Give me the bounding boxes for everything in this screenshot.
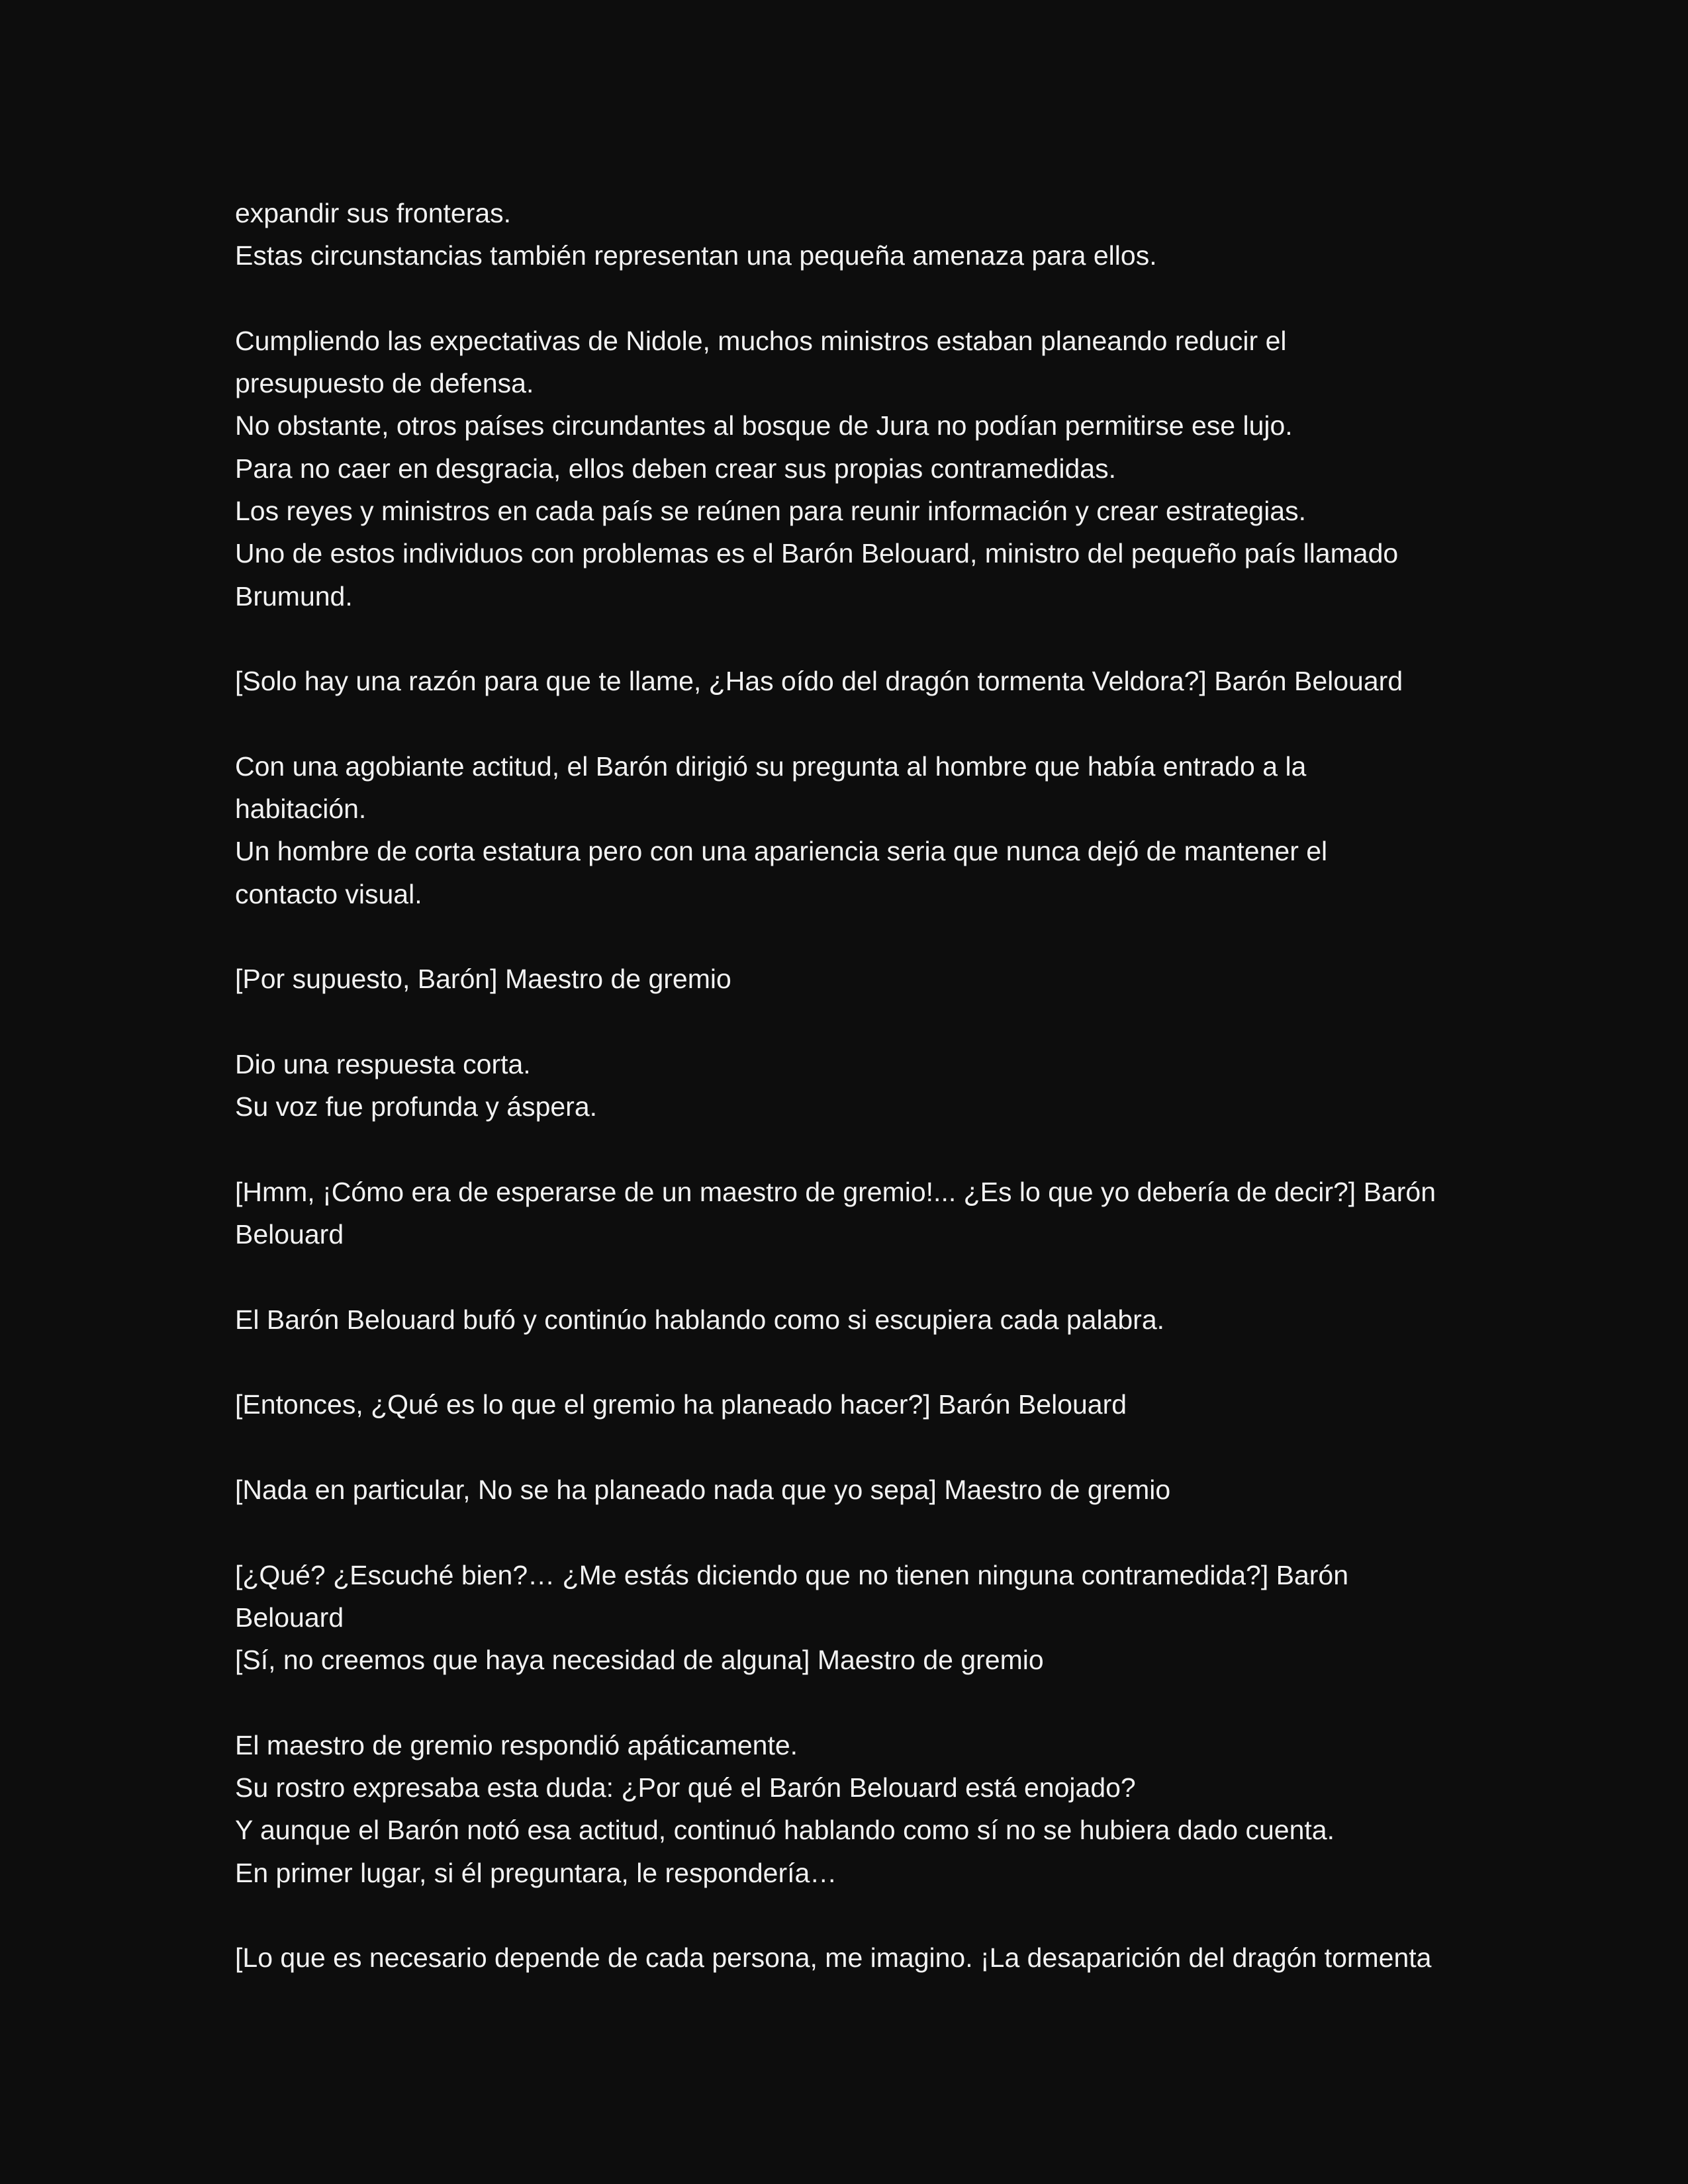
text-line: [Sí, no creemos que haya necesidad de alguna] Maestro de gremio bbox=[235, 1645, 1044, 1676]
text-line: Brumund. bbox=[235, 580, 353, 612]
text-line: Su rostro expresaba esta duda: ¿Por qué el Barón Belouard está enojado? bbox=[235, 1772, 1136, 1803]
text-line: El maestro de gremio respondió apáticamente. bbox=[235, 1729, 798, 1760]
blank-line bbox=[235, 1426, 1466, 1469]
text-line: Para no caer en desgracia, ellos deben crear sus propias contramedidas. bbox=[235, 453, 1116, 484]
text-line: Dio una respuesta corta. bbox=[235, 1048, 531, 1079]
blank-line bbox=[235, 1681, 1466, 1723]
text-line: [¿Qué? ¿Escuché bien?… ¿Me estás diciendo que no tienen ninguna contramedida?] Barón bbox=[235, 1559, 1349, 1590]
blank-line bbox=[235, 617, 1466, 660]
blank-line bbox=[235, 703, 1466, 745]
text-line: Estas circunstancias también representan una pequeña amenaza para ellos. bbox=[235, 240, 1157, 271]
text-line: Cumpliendo las expectativas de Nidole, muchos ministros estaban planeando reducir el bbox=[235, 325, 1287, 356]
text-line: [Nada en particular, No se ha planeado nada que yo sepa] Maestro de gremio bbox=[235, 1474, 1171, 1505]
text-line: Belouard bbox=[235, 1602, 344, 1633]
body-text bbox=[235, 192, 1466, 1979]
text-line: Su voz fue profunda y áspera. bbox=[235, 1091, 598, 1122]
blank-line bbox=[235, 1511, 1466, 1553]
blank-line bbox=[235, 1894, 1466, 1936]
text-line: [Lo que es necesario depende de cada persona, me imagino. ¡La desaparición del dragón tormenta bbox=[235, 1942, 1432, 1974]
text-line: Un hombre de corta estatura pero con una apariencia seria que nunca dejó de mantener el bbox=[235, 836, 1328, 867]
text-line: Los reyes y ministros en cada país se reúnen para reunir información y crear estrategias. bbox=[235, 496, 1306, 527]
blank-line bbox=[235, 915, 1466, 958]
blank-line bbox=[235, 277, 1466, 320]
text-line: Con una agobiante actitud, el Barón dirigió su pregunta al hombre que había entrado a la bbox=[235, 751, 1307, 782]
text-line: expandir sus fronteras. bbox=[235, 198, 512, 228]
text-line: El Barón Belouard bufó y continúo hablando como si escupiera cada palabra. bbox=[235, 1304, 1165, 1335]
text-line: Belouard bbox=[235, 1219, 344, 1250]
blank-line bbox=[235, 1001, 1466, 1043]
text-line: contacto visual. bbox=[235, 878, 422, 909]
text-line: [Por supuesto, Barón] Maestro de gremio bbox=[235, 964, 731, 995]
text-line: [Solo hay una razón para que te llame, ¿Has oído del dragón tormenta Veldora?] Barón Belouard bbox=[235, 666, 1403, 697]
text-line: No obstante, otros países circundantes al bosque de Jura no podían permitirse ese lujo. bbox=[235, 410, 1293, 441]
blank-line bbox=[235, 1255, 1466, 1298]
text-line: [Entonces, ¿Qué es lo que el gremio ha planeado hacer?] Barón Belouard bbox=[235, 1389, 1127, 1420]
text-line: Uno de estos individuos con problemas es el Barón Belouard, ministro del pequeño país llamado bbox=[235, 538, 1399, 569]
text-line: Y aunque el Barón notó esa actitud, continuó hablando como sí no se hubiera dado cuenta. bbox=[235, 1815, 1335, 1846]
blank-line bbox=[235, 1128, 1466, 1171]
text-line: presupuesto de defensa. bbox=[235, 368, 534, 399]
text-line: En primer lugar, si él preguntara, le respondería… bbox=[235, 1857, 837, 1888]
text-line: habitación. bbox=[235, 794, 367, 825]
text-line: [Hmm, ¡Cómo era de esperarse de un maestro de gremio!... ¿Es lo que yo debería de decir?] Barón bbox=[235, 1176, 1436, 1207]
blank-line bbox=[235, 1341, 1466, 1383]
